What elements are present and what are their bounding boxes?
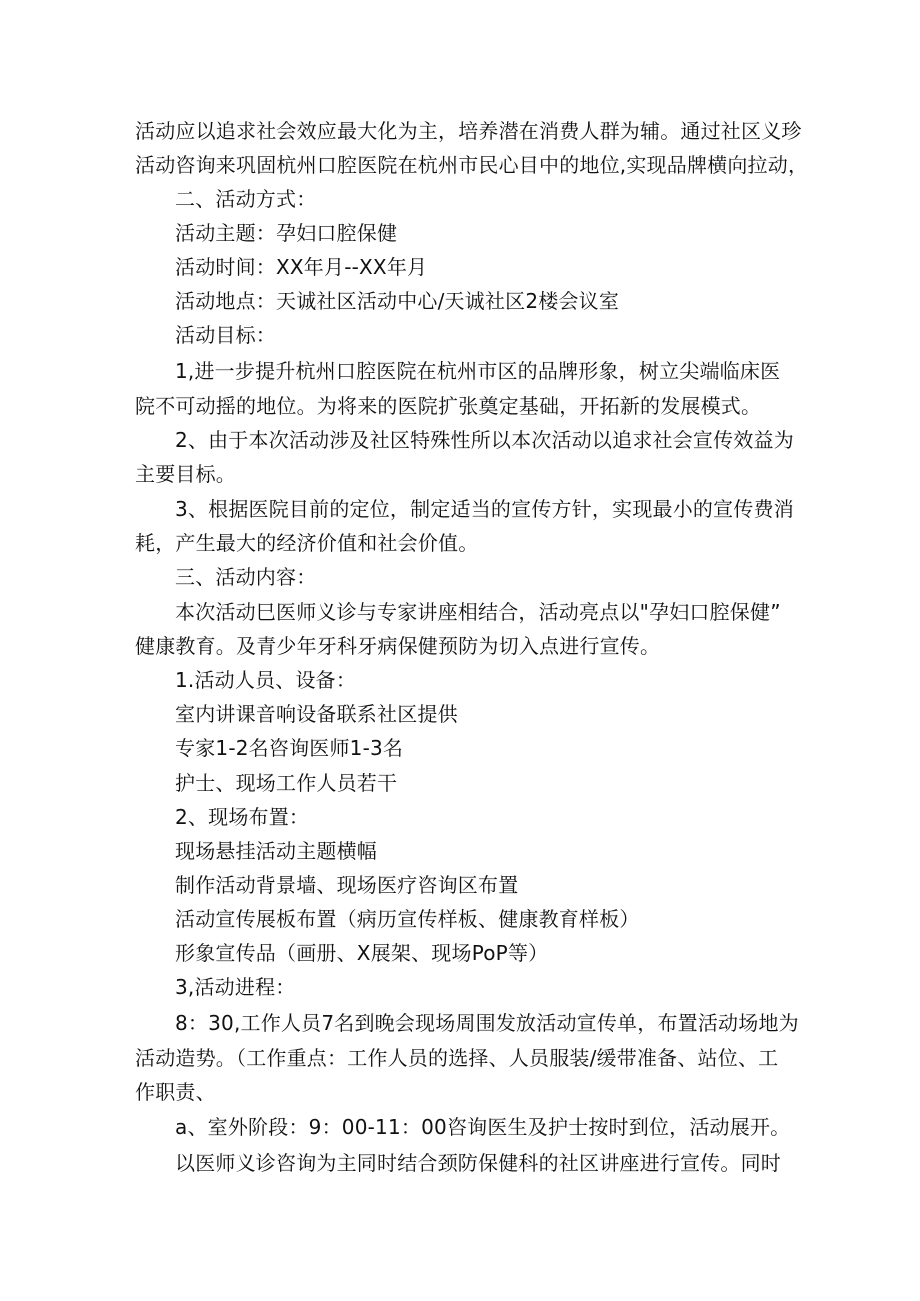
text-line: 耗，产生最大的经济价值和社会价值。	[135, 531, 479, 555]
section-heading: 二、活动方式：	[175, 187, 317, 211]
text-line: 活动主题：孕妇口腔保健	[175, 221, 398, 245]
text-line: 活动造势。（工作重点：工作人员的选择、人员服装/缓带准备、站位、工	[135, 1046, 779, 1070]
text-line: 室内讲课音响设备联系社区提供	[175, 702, 458, 726]
text-line: a、室外阶段：9：00-11：00咨询医生及护士按时到位，活动展开。	[175, 1115, 791, 1139]
text-line: 3、根据医院目前的定位，制定适当的宣传方针，实现最小的宣传费消	[175, 497, 794, 521]
text-line: 1.活动人员、设备：	[175, 668, 357, 692]
text-line: 活动宣传展板布置（病历宣传样板、健康教育样板）	[175, 907, 640, 931]
text-line: 2、由于本次活动涉及社区特殊性所以本次活动以追求社会宣传效益为	[175, 428, 794, 452]
text-line: 院不可动摇的地位。为将来的医院扩张奠定基础，开拓新的发展模式。	[135, 394, 762, 418]
text-line: 8：30,工作人员7名到晚会现场周围发放活动宣传单，布置活动场地为	[175, 1011, 799, 1035]
text-line: 作职责、	[135, 1080, 216, 1104]
text-line: 专家1-2名咨询医师1-3名	[175, 736, 404, 760]
text-line: 活动地点：天诚社区活动中心/天诚社区2楼会议室	[175, 289, 620, 313]
text-line: 活动目标：	[175, 323, 276, 347]
text-line: 活动时间：XX年月--XX年月	[175, 255, 428, 279]
text-line: 护士、现场工作人员若干	[175, 771, 398, 795]
text-line: 本次活动巳医师义诊与专家讲座相结合，活动亮点以"孕妇口腔保健”	[175, 600, 781, 624]
text-line: 制作活动背景墙、现场医疗咨询区布置	[175, 873, 519, 897]
text-line: 现场悬挂活动主题横幅	[175, 839, 377, 863]
text-line: 主要目标。	[135, 462, 236, 486]
text-line: 3,活动进程：	[175, 975, 296, 999]
text-line: 形象宣传品（画册、X展架、现场PoP等）	[175, 941, 549, 965]
text-line: 1,进一步提升杭州口腔医院在杭州市区的品牌形象，树立尖端临床医	[175, 359, 781, 383]
text-line: 活动咨询来巩固杭州口腔医院在杭州市民心目中的地位,实现品牌横向拉动，	[135, 153, 809, 177]
text-line: 健康教育。及青少年牙科牙病保健预防为切入点进行宣传。	[135, 634, 661, 658]
section-heading: 三、活动内容：	[175, 565, 317, 589]
text-line: 活动应以追求社会效应最大化为主，培养潜在消费人群为辅。通过社区义珍	[135, 119, 802, 143]
text-line: 以医师义诊咨询为主同时结合颈防保健科的社区讲座进行宣传。同时	[175, 1151, 781, 1175]
text-line: 2、现场布置：	[175, 805, 310, 829]
